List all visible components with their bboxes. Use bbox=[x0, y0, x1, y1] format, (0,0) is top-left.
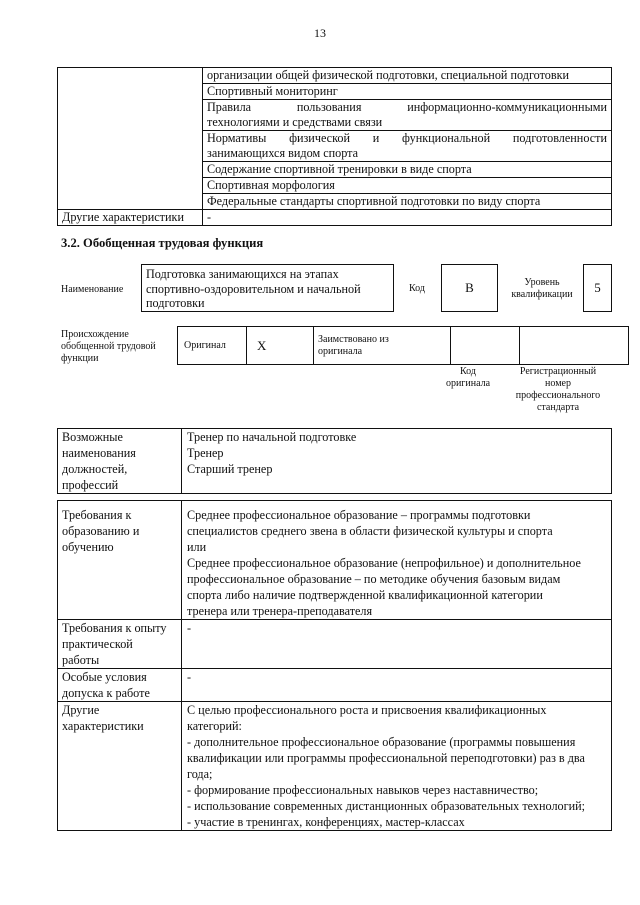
sub-label-line: оригинала bbox=[445, 378, 491, 389]
label-line: обучению bbox=[62, 540, 114, 554]
name-line: спортивно-оздоровительном и начальной bbox=[146, 281, 361, 296]
value-line: профессиональное образование – по методике обучения базовым видам bbox=[187, 572, 561, 586]
other-value bbox=[182, 702, 612, 831]
label-line: должностей, bbox=[62, 462, 128, 476]
name-line: подготовки bbox=[146, 296, 205, 310]
value-line: специалистов среднего звена в области физической культуры и спорта bbox=[187, 524, 553, 538]
code-label: Код bbox=[409, 283, 425, 294]
cell-line: Правила пользования информационно-коммуникационными bbox=[207, 100, 607, 114]
borrowed-label bbox=[314, 327, 451, 365]
table-row bbox=[58, 68, 612, 84]
level-box bbox=[583, 264, 612, 312]
value-line: Среднее профессиональное образование (непрофильное) и дополнительное bbox=[187, 556, 581, 570]
origin-table bbox=[177, 326, 629, 365]
label-line: практической bbox=[62, 637, 133, 651]
table-row bbox=[58, 669, 612, 702]
level-label bbox=[505, 277, 579, 301]
value-line: - формирование профессиональных навыков через наставничество; bbox=[187, 783, 539, 797]
sub-label-line: номер bbox=[545, 378, 571, 389]
empty-label-cell bbox=[58, 68, 203, 210]
section-title: 3.2. Обобщенная трудовая функция bbox=[61, 236, 264, 250]
sub-label-line: стандарта bbox=[536, 402, 580, 413]
label-line: допуска к работе bbox=[62, 686, 150, 700]
value-line: - дополнительное профессиональное образование (программы повышения bbox=[187, 735, 576, 749]
position-name: Тренер bbox=[187, 446, 224, 460]
positions-label bbox=[58, 429, 182, 494]
table-cell: Федеральные стандарты спортивной подготовки по виду спорта bbox=[203, 194, 612, 210]
table-row bbox=[58, 620, 612, 669]
value-line: категорий: bbox=[187, 719, 242, 733]
education-value bbox=[182, 501, 612, 620]
table-cell: организации общей физической подготовки, специальной подготовки bbox=[203, 68, 612, 84]
value-line: Среднее профессиональное образование – программы подготовки bbox=[187, 508, 531, 522]
positions-table bbox=[57, 428, 612, 494]
original-label: Оригинал bbox=[178, 327, 247, 365]
table-cell: Содержание спортивной тренировки в виде спорта bbox=[203, 162, 612, 178]
sub-label-line: Код bbox=[460, 366, 476, 377]
borrowed-label-line: Заимствовано из bbox=[318, 333, 389, 345]
table-row bbox=[58, 429, 612, 494]
origin-label bbox=[61, 329, 156, 365]
label-line: наименования bbox=[62, 446, 136, 460]
value-line: - использование современных дистанционных образовательных технологий; bbox=[187, 799, 586, 813]
requirements-table bbox=[57, 500, 612, 831]
original-mark: X bbox=[247, 327, 314, 365]
level-label-line: Уровень bbox=[524, 277, 560, 288]
table-row bbox=[58, 501, 612, 620]
cell-line: занимающихся видом спорта bbox=[207, 146, 359, 160]
reg-number-cell bbox=[520, 327, 629, 365]
code-box bbox=[441, 264, 498, 312]
value-line: спорта либо наличие подтвержденной квалификационной категории bbox=[187, 588, 543, 602]
label-line: Другие bbox=[62, 703, 100, 717]
position-name: Тренер по начальной подготовке bbox=[187, 430, 357, 444]
borrowed-label-line: оригинала bbox=[318, 345, 363, 357]
label-line: работы bbox=[62, 653, 100, 667]
page-number: 13 bbox=[314, 26, 326, 40]
label-line: Требования к опыту bbox=[62, 621, 167, 635]
other-characteristics-value: - bbox=[203, 210, 612, 226]
special-conditions-value bbox=[182, 669, 612, 702]
origin-label-line: Происхождение bbox=[61, 329, 129, 340]
table-row bbox=[178, 327, 629, 365]
cell-line: технологиями и средствами связи bbox=[207, 115, 383, 129]
value-line: квалификации или программы профессиональной переподготовки) раз в два bbox=[187, 751, 585, 765]
value-line: - bbox=[187, 621, 192, 635]
code-value: В bbox=[465, 280, 474, 295]
label-line: Особые условия bbox=[62, 670, 147, 684]
label-line: характеристики bbox=[62, 719, 144, 733]
code-original-cell bbox=[451, 327, 520, 365]
other-characteristics-label: Другие характеристики bbox=[58, 210, 203, 226]
sub-label-line: Регистрационный bbox=[519, 366, 597, 377]
level-label-line: квалификации bbox=[511, 289, 573, 300]
sub-label-line: профессионального bbox=[515, 390, 601, 401]
position-name: Старший тренер bbox=[187, 462, 273, 476]
name-label: Наименование bbox=[61, 284, 124, 295]
level-value: 5 bbox=[594, 280, 601, 295]
label-line: Требования к bbox=[62, 508, 132, 522]
value-line: С целью профессионального роста и присвоения квалификационных bbox=[187, 703, 547, 717]
label-line: профессий bbox=[62, 478, 119, 492]
table-row bbox=[58, 210, 612, 226]
knowledge-table bbox=[57, 67, 612, 226]
value-line: или bbox=[187, 540, 207, 554]
value-line: - bbox=[187, 670, 192, 684]
cell-line: Нормативы физической и функциональной подготовленности bbox=[207, 131, 607, 145]
special-conditions-label bbox=[58, 669, 182, 702]
label-line: образованию и bbox=[62, 524, 140, 538]
value-line: тренера или тренера-преподавателя bbox=[187, 604, 373, 618]
origin-label-line: функции bbox=[61, 353, 99, 364]
label-line: Возможные bbox=[62, 430, 123, 444]
function-name-box bbox=[141, 264, 394, 312]
table-cell bbox=[203, 100, 612, 131]
positions-values bbox=[182, 429, 612, 494]
origin-label-line: обобщенной трудовой bbox=[61, 341, 156, 352]
table-row bbox=[58, 702, 612, 831]
value-line: - участие в тренингах, конференциях, мастер-классах bbox=[187, 815, 465, 829]
experience-value bbox=[182, 620, 612, 669]
reg-number-label bbox=[505, 366, 611, 414]
education-label bbox=[58, 501, 182, 620]
table-cell: Спортивная морфология bbox=[203, 178, 612, 194]
experience-label bbox=[58, 620, 182, 669]
other-label bbox=[58, 702, 182, 831]
table-cell: Спортивный мониторинг bbox=[203, 84, 612, 100]
name-line: Подготовка занимающихся на этапах bbox=[146, 267, 339, 281]
table-cell bbox=[203, 131, 612, 162]
value-line: года; bbox=[187, 767, 213, 781]
code-original-label bbox=[436, 366, 500, 390]
